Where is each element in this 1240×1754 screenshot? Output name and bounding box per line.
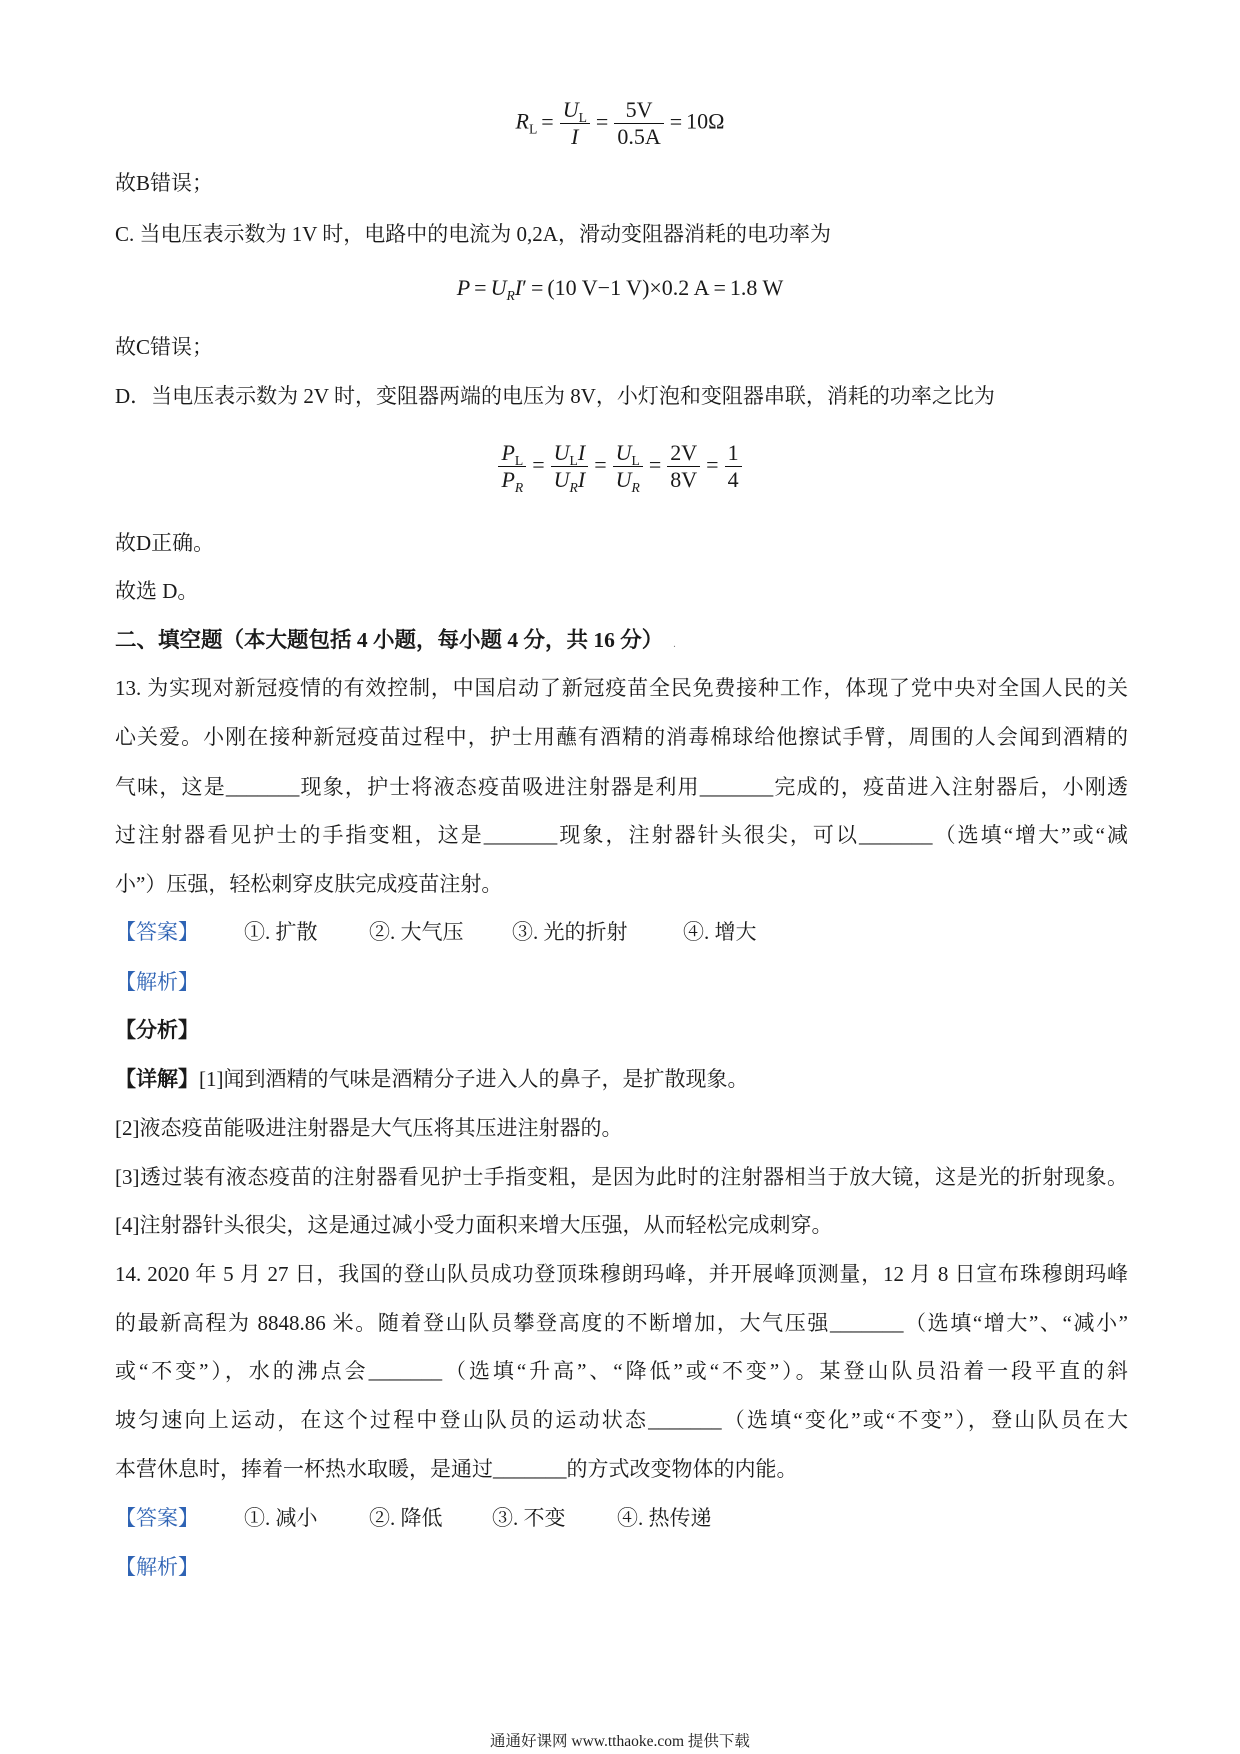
q14-line: 本营休息时，捧着一杯热水取暖，是通过_______的方式改变物体的内能。 <box>115 1457 798 1481</box>
var-u: U <box>553 467 570 492</box>
section-heading <box>115 628 1128 657</box>
q14-line: 的最新高程为 8848.86 米。随着登山队员攀登高度的不断增加，大气压强_______（选填“增大”、“减小” <box>115 1311 1128 1335</box>
equals-sign: = <box>669 108 683 134</box>
var-i: I <box>571 124 579 149</box>
section-heading-text: 二、填空题（本大题包括 4 小题，每小题 4 分，共 16 分） <box>115 628 664 652</box>
equals-sign: = <box>532 451 545 477</box>
fraction-numerator <box>498 441 526 466</box>
option-d-text: D．当电压表示数为 2V 时，变阻器两端的电压为 8V，小灯泡和变阻器串联，消耗的功率之比为 <box>115 384 995 408</box>
answer-item: ②. 降低 <box>369 1506 443 1530</box>
page-footer: 通通好课网 www.tthaoke.com 提供下载 <box>490 1733 750 1750</box>
fraction-denominator: 8V <box>667 466 700 492</box>
fraction-numerator <box>613 441 643 466</box>
subscript-l: L <box>578 109 587 125</box>
q14-line: 或“不变”），水的沸点会_______（选填“升高”、“降低”或“不变”）。某登山队员沿着一段平直的斜 <box>115 1359 1128 1383</box>
equals-sign: = <box>594 451 607 477</box>
detail-text: [1]闻到酒精的气味是酒精分子进入人的鼻子，是扩散现象。 <box>199 1067 749 1091</box>
fraction-numerator: 2V <box>670 440 698 465</box>
fraction-denominator: 0.5A <box>614 123 663 149</box>
var-u: U <box>615 440 632 465</box>
q13-detail-line: [3]透过装有液态疫苗的注射器看见护士手指变粗，是因为此时的注射器相当于放大镜，这是光的折射现象。 <box>115 1165 1128 1189</box>
formula-power-ratio <box>0 440 1240 495</box>
q13-line: 气味，这是_______现象，护士将液态疫苗吸进注射器是利用_______完成的，疫苗进入注射器后，小刚透 <box>115 775 1128 799</box>
answer-label: 【答案】 <box>115 920 199 944</box>
prime-mark: ′ <box>522 275 527 300</box>
subscript-r: R <box>506 287 515 303</box>
answer-item: ①. 扩散 <box>244 920 318 944</box>
fraction-numerator: 5V <box>625 97 653 122</box>
answer-item: ③. 不变 <box>492 1506 566 1530</box>
fenxi-label: 【分析】 <box>115 1018 199 1042</box>
fraction-denominator <box>498 466 526 495</box>
var-i: I <box>577 467 586 492</box>
var-u: U <box>615 467 632 492</box>
formula-result: 1.8 W <box>729 275 784 300</box>
equals-sign: = <box>595 108 609 134</box>
subscript-l: L <box>514 452 524 468</box>
q13-line: 心关爱。小刚在接种新冠疫苗过程中，护士用蘸有酒精的消毒棉球给他擦试手臂，周围的人会闻到酒精的 <box>115 725 1128 749</box>
fraction-2v-over-8v <box>667 441 700 492</box>
equals-sign: = <box>648 451 662 477</box>
q13-line: 13. 为实现对新冠疫情的有效控制，中国启动了新冠疫苗全民免费接种工作，体现了党中央对全国人民的关 <box>115 676 1128 700</box>
subscript-l: L <box>631 452 640 468</box>
fraction-numerator <box>551 441 589 466</box>
fraction-numerator: 1 <box>727 440 739 465</box>
conclusion-d: 故D正确。 <box>115 531 215 555</box>
q13-line: 过注射器看见护士的手指变粗，这是_______现象，注射器针头很尖，可以_______（选填“增大”或“减 <box>115 823 1128 847</box>
fraction-ul-over-i <box>560 98 590 149</box>
fraction-uli-over-uri <box>551 440 589 495</box>
subscript-l: L <box>528 121 538 137</box>
formula-expression: (10 V−1 V)×0.2 A <box>547 275 710 300</box>
answer-item: ②. 大气压 <box>369 920 464 944</box>
formula-result: 10Ω <box>686 108 725 134</box>
detail-label: 【详解】 <box>115 1067 199 1091</box>
answer-item: ④. 热传递 <box>617 1506 712 1530</box>
subscript-r: R <box>514 479 524 495</box>
subscript-r: R <box>569 479 578 495</box>
q13-line: 小”）压强，轻松刺穿皮肤完成疫苗注射。 <box>115 872 503 896</box>
fraction-5v-over-0.5a <box>614 98 663 149</box>
equals-sign: = <box>541 108 554 134</box>
var-p: P <box>456 275 471 300</box>
answer-item: ①. 减小 <box>244 1506 318 1530</box>
subscript-l: L <box>569 452 578 468</box>
final-choice: 故选 D。 <box>115 579 199 603</box>
option-c-text: C. 当电压表示数为 1V 时，电路中的电流为 0,2A，滑动变阻器消耗的电功率为 <box>115 222 831 246</box>
fraction-denominator <box>613 466 643 495</box>
q14-line: 坡匀速向上运动，在这个过程中登山队员的运动状态_______（选填“变化”或“不变”），登山队员在大 <box>115 1408 1128 1432</box>
var-u: U <box>562 97 579 122</box>
equals-sign: = <box>530 275 544 300</box>
answer-label: 【答案】 <box>115 1506 199 1530</box>
var-i: I <box>514 275 523 300</box>
answer-item: ④. 增大 <box>683 920 757 944</box>
equals-sign: = <box>474 275 487 300</box>
subscript-r: R <box>631 479 640 495</box>
q14-answer <box>115 1506 1128 1530</box>
conclusion-b: 故B错误； <box>115 171 214 195</box>
fraction-pl-over-pr <box>498 440 526 495</box>
fraction-1-over-4 <box>725 441 742 492</box>
fraction-denominator <box>560 123 590 149</box>
fraction-denominator: 4 <box>725 466 742 492</box>
formula-power <box>0 274 1240 302</box>
conclusion-c: 故C错误； <box>115 335 214 359</box>
formula-resistance <box>0 98 1240 149</box>
q13-detail-line <box>115 1067 1128 1091</box>
q13-detail-line: [2]液态疫苗能吸进注射器是大气压将其压进注射器的。 <box>115 1116 623 1140</box>
q14-line: 14. 2020 年 5 月 27 日，我国的登山队员成功登顶珠穆朗玛峰，并开展峰顶测量，12 月 8 日宣布珠穆朗玛峰 <box>115 1262 1128 1286</box>
var-p: P <box>501 467 515 492</box>
var-i: I <box>577 440 586 465</box>
var-u: U <box>553 440 570 465</box>
analysis-label: 【解析】 <box>115 1555 199 1579</box>
analysis-label: 【解析】 <box>115 970 199 994</box>
q13-answer <box>115 920 1128 944</box>
equals-sign: = <box>713 275 726 300</box>
answer-item: ③. 光的折射 <box>512 920 628 944</box>
q13-detail-line: [4]注射器针头很尖，这是通过减小受力面积来增大压强，从而轻松完成刺穿。 <box>115 1213 833 1237</box>
equals-sign: = <box>706 451 719 477</box>
fraction-denominator <box>551 466 589 495</box>
section-heading-mark: . <box>673 639 676 650</box>
fraction-numerator <box>560 98 590 123</box>
var-r: R <box>515 108 529 134</box>
var-u: U <box>490 275 507 300</box>
var-p: P <box>501 440 515 465</box>
fraction-ul-over-ur <box>613 440 643 495</box>
